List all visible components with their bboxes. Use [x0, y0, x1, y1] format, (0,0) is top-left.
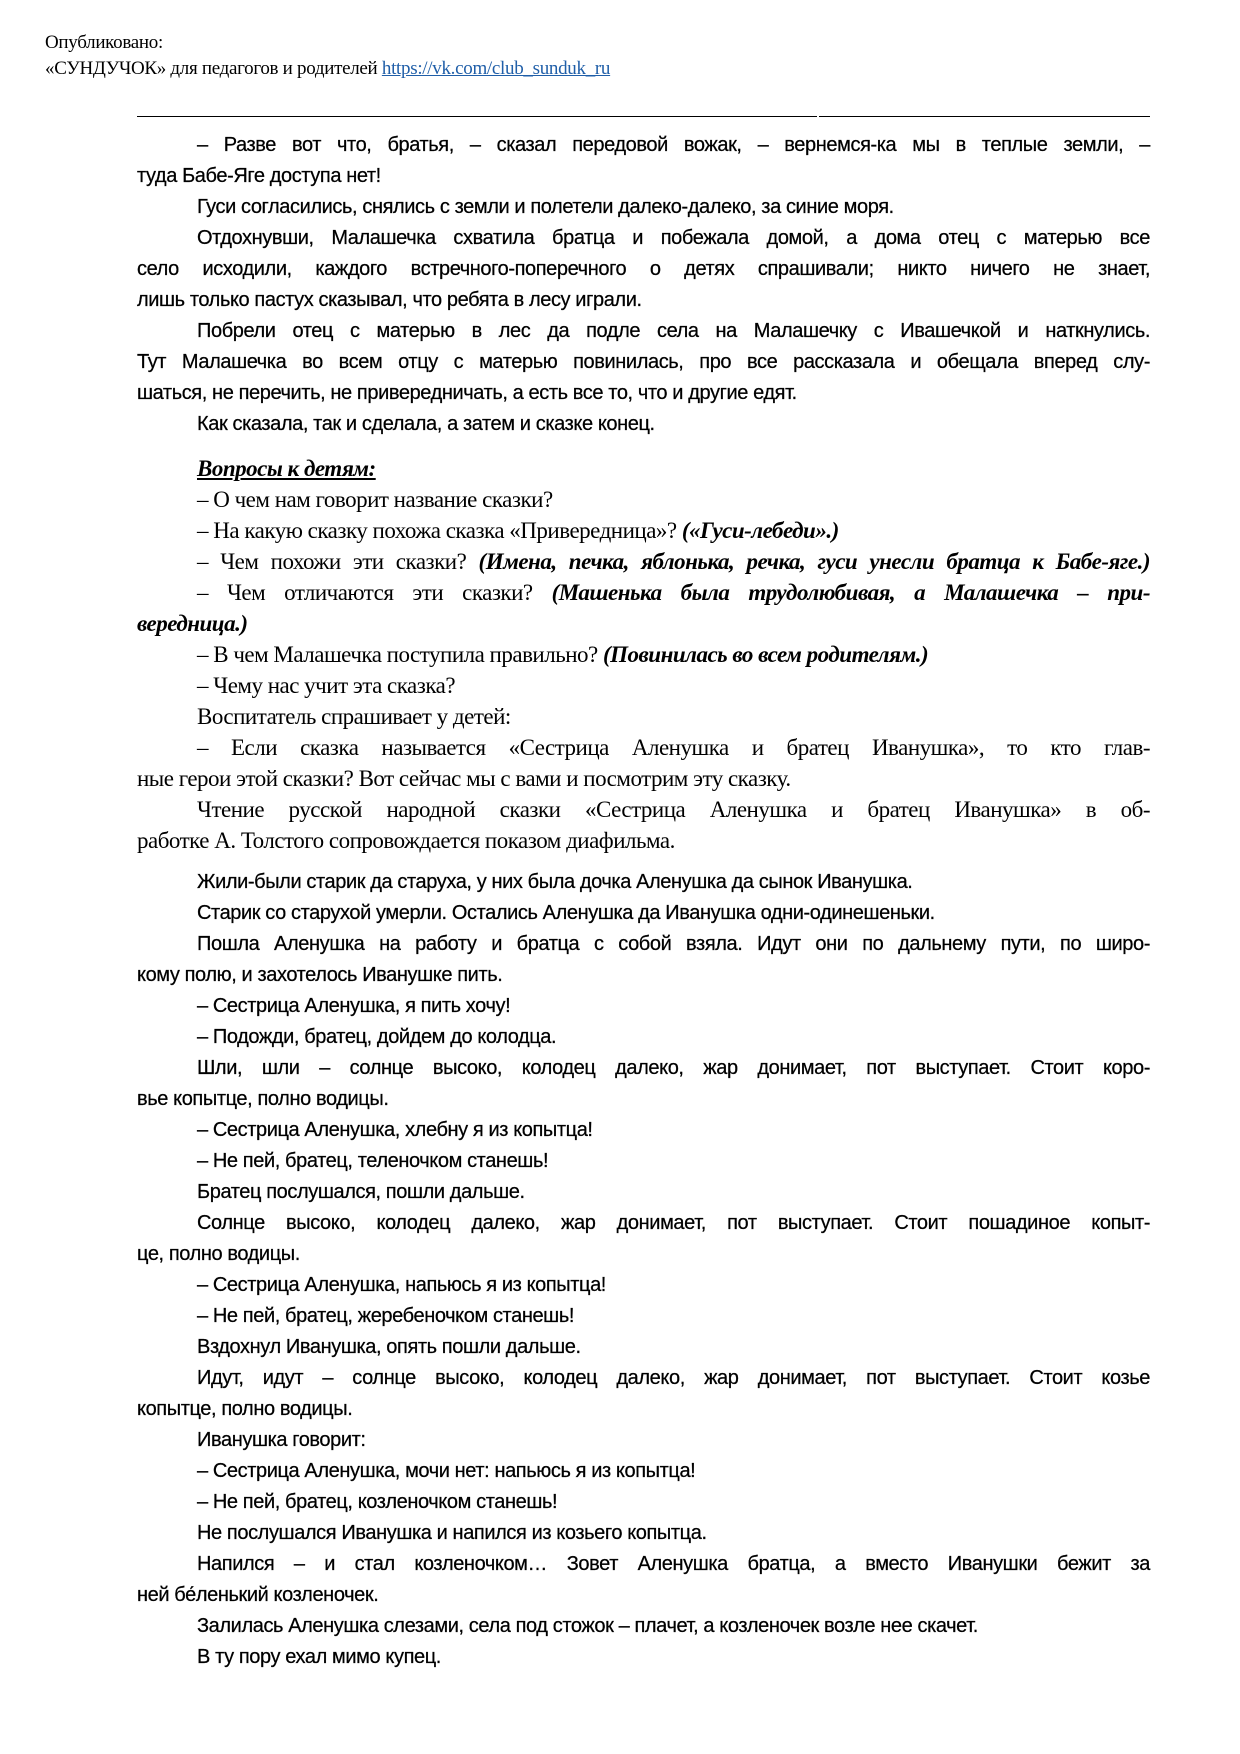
line-text: Пошла Аленушка на работу и братца с собой взяла. Идут они по дальнему пути, по широ- [197, 933, 1150, 955]
line-text: ные герои этой сказки? Вот сейчас мы с вами и посмотрим эту сказку. [137, 766, 791, 791]
text-line [137, 378, 1150, 409]
line-text: – Сестрица Аленушка, я пить хочу! [197, 995, 511, 1017]
line-text: работке А. Толстого сопровождается показом диафильма. [137, 828, 675, 853]
line-text: Гуси согласились, снялись с земли и полетели далеко-далеко, за синие моря. [197, 196, 894, 218]
line-text: Чтение русской народной сказки «Сестрица Аленушка и братец Иванушка» в об- [197, 797, 1150, 822]
line-text: – Разве вот что, братья, – сказал передовой вожак, – вернемся-ка мы в теплые земли, – [197, 134, 1150, 156]
header-divider-right [819, 116, 1150, 117]
line-text: – На какую сказку похожа сказка «Привередница»? [197, 518, 682, 543]
vk-link[interactable]: https://vk.com/club_sunduk_ru [381, 58, 611, 79]
text-line [137, 670, 1150, 701]
text-line [137, 577, 1150, 608]
line-text: Старик со старухой умерли. Остались Аленушка да Иванушка одни-одинешеньки. [197, 902, 935, 924]
text-line [137, 825, 1150, 856]
line-text: Не послушался Иванушка и напился из козьего копытца. [197, 1522, 707, 1544]
text-line [137, 316, 1150, 347]
text-line [137, 223, 1150, 254]
answer-text: (Повинилась во всем родителям.) [602, 642, 929, 667]
line-text: Залилась Аленушка слезами, села под стожок – плачет, а козленочек возле нее скачет. [197, 1615, 978, 1637]
answer-text: вередница.) [137, 611, 248, 636]
line-text: – Подожди, братец, дойдем до колодца. [197, 1026, 557, 1048]
text-line [137, 991, 1150, 1022]
line-text: Воспитатель спрашивает у детей: [197, 704, 511, 729]
line-text: – О чем нам говорит название сказки? [197, 487, 553, 512]
line-text: Иванушка говорит: [197, 1429, 366, 1451]
line-text: ней бе́ленький козленочек. [137, 1584, 379, 1606]
text-line [137, 763, 1150, 794]
line-text: – Если сказка называется «Сестрица Аленушка и братец Иванушка», то кто глав- [197, 735, 1150, 760]
source-text: «СУНДУЧОК» для педагогов и родителей [45, 58, 378, 79]
line-text: – Чем похожи эти сказки? [197, 549, 479, 574]
line-text: Отдохнувши, Малашечка схватила братца и побежала домой, а дома отец с матерью все [197, 227, 1150, 249]
line-text: – Чем отличаются эти сказки? [197, 580, 552, 605]
text-line [137, 192, 1150, 223]
questions-heading [137, 453, 1150, 484]
source-line [45, 56, 610, 82]
text-line [137, 608, 1150, 639]
text-line [137, 1549, 1150, 1580]
text-line [137, 929, 1150, 960]
text-line [137, 484, 1150, 515]
line-text: Напился – и стал козленочком… Зовет Аленушка братца, а вместо Иванушки бежит за [197, 1553, 1150, 1575]
text-line [137, 1177, 1150, 1208]
text-line [137, 1084, 1150, 1115]
line-text: Как сказала, так и сделала, а затем и сказке конец. [197, 413, 655, 435]
text-line [137, 546, 1150, 577]
text-line [137, 1580, 1150, 1611]
line-text: Братец послушался, пошли дальше. [197, 1181, 525, 1203]
questions-section [137, 453, 1150, 856]
text-line [137, 1518, 1150, 1549]
text-line [137, 1363, 1150, 1394]
line-text: – В чем Малашечка поступила правильно? [197, 642, 603, 667]
text-line [137, 639, 1150, 670]
line-text: Шли, шли – солнце высоко, колодец далеко, жар донимает, пот выступает. Стоит коро- [197, 1057, 1150, 1079]
text-line [137, 1332, 1150, 1363]
answer-text: (Машенька была трудолюбивая, а Малашечка – при- [551, 580, 1150, 605]
text-line [137, 254, 1150, 285]
text-line [137, 1611, 1150, 1642]
text-line [137, 794, 1150, 825]
text-line [137, 701, 1150, 732]
line-text: Вздохнул Иванушка, опять пошли дальше. [197, 1336, 581, 1358]
line-text: – Не пей, братец, жеребеночком станешь! [197, 1305, 575, 1327]
text-line [137, 1270, 1150, 1301]
line-text: Жили-были старик да старуха, у них была дочка Аленушка да сынок Иванушка. [197, 871, 913, 893]
text-line [137, 1425, 1150, 1456]
published-label: Опубликовано: [45, 32, 163, 53]
line-text: шаться, не перечить, не привередничать, а есть все то, что и другие едят. [137, 382, 797, 404]
alenushka-story-section [137, 867, 1150, 1673]
line-text: – Сестрица Аленушка, мочи нет: напьюсь я из копытца! [197, 1460, 696, 1482]
line-text: Тут Малашечка во всем отцу с матерью повинилась, про все рассказала и обещала вперед слу- [137, 351, 1150, 373]
text-line [137, 1146, 1150, 1177]
line-text: Побрели отец с матерью в лес да подле села на Малашечку с Ивашечкой и наткнулись. [197, 320, 1150, 342]
line-text: лишь только пастух сказывал, что ребята в лесу играли. [137, 289, 642, 311]
line-text: В ту пору ехал мимо купец. [197, 1646, 441, 1668]
text-line [137, 1642, 1150, 1673]
line-text: село исходили, каждого встречного-поперечного о детях спрашивали; никто ничего не знает, [137, 258, 1150, 280]
line-text: – Сестрица Аленушка, напьюсь я из копытца! [197, 1274, 606, 1296]
line-text: кому полю, и захотелось Иванушке пить. [137, 964, 503, 986]
text-line [137, 409, 1150, 440]
line-text: – Не пей, братец, козленочком станешь! [197, 1491, 558, 1513]
text-line [137, 1301, 1150, 1332]
text-line [137, 898, 1150, 929]
line-text: вье копытце, полно водицы. [137, 1088, 389, 1110]
text-line [137, 1487, 1150, 1518]
text-line [137, 1022, 1150, 1053]
text-line [137, 1115, 1150, 1146]
line-text: Вопросы к детям: [197, 456, 376, 481]
line-text: – Сестрица Аленушка, хлебну я из копытца! [197, 1119, 593, 1141]
text-line [137, 960, 1150, 991]
text-line [137, 1239, 1150, 1270]
header-divider [137, 116, 817, 117]
text-line [137, 285, 1150, 316]
line-text: копытце, полно водицы. [137, 1398, 353, 1420]
text-line [137, 347, 1150, 378]
answer-text: («Гуси-лебеди».) [681, 518, 839, 543]
line-text: туда Бабе-Яге доступа нет! [137, 165, 381, 187]
text-line [137, 1053, 1150, 1084]
text-line [137, 161, 1150, 192]
answer-text: (Имена, печка, яблонька, речка, гуси унесли братца к Бабе-яге.) [478, 549, 1150, 574]
text-line [137, 732, 1150, 763]
text-line [137, 1394, 1150, 1425]
text-line [137, 130, 1150, 161]
text-line [137, 1456, 1150, 1487]
line-text: це, полно водицы. [137, 1243, 300, 1265]
line-text: Идут, идут – солнце высоко, колодец далеко, жар донимает, пот выступает. Стоит козье [197, 1367, 1150, 1389]
line-text: – Чему нас учит эта сказка? [197, 673, 456, 698]
text-line [137, 867, 1150, 898]
line-text: – Не пей, братец, теленочком станешь! [197, 1150, 549, 1172]
story-ending-section [137, 130, 1150, 440]
line-text: Солнце высоко, колодец далеко, жар донимает, пот выступает. Стоит пошадиное копыт- [197, 1212, 1150, 1234]
text-line [137, 515, 1150, 546]
text-line [137, 1208, 1150, 1239]
